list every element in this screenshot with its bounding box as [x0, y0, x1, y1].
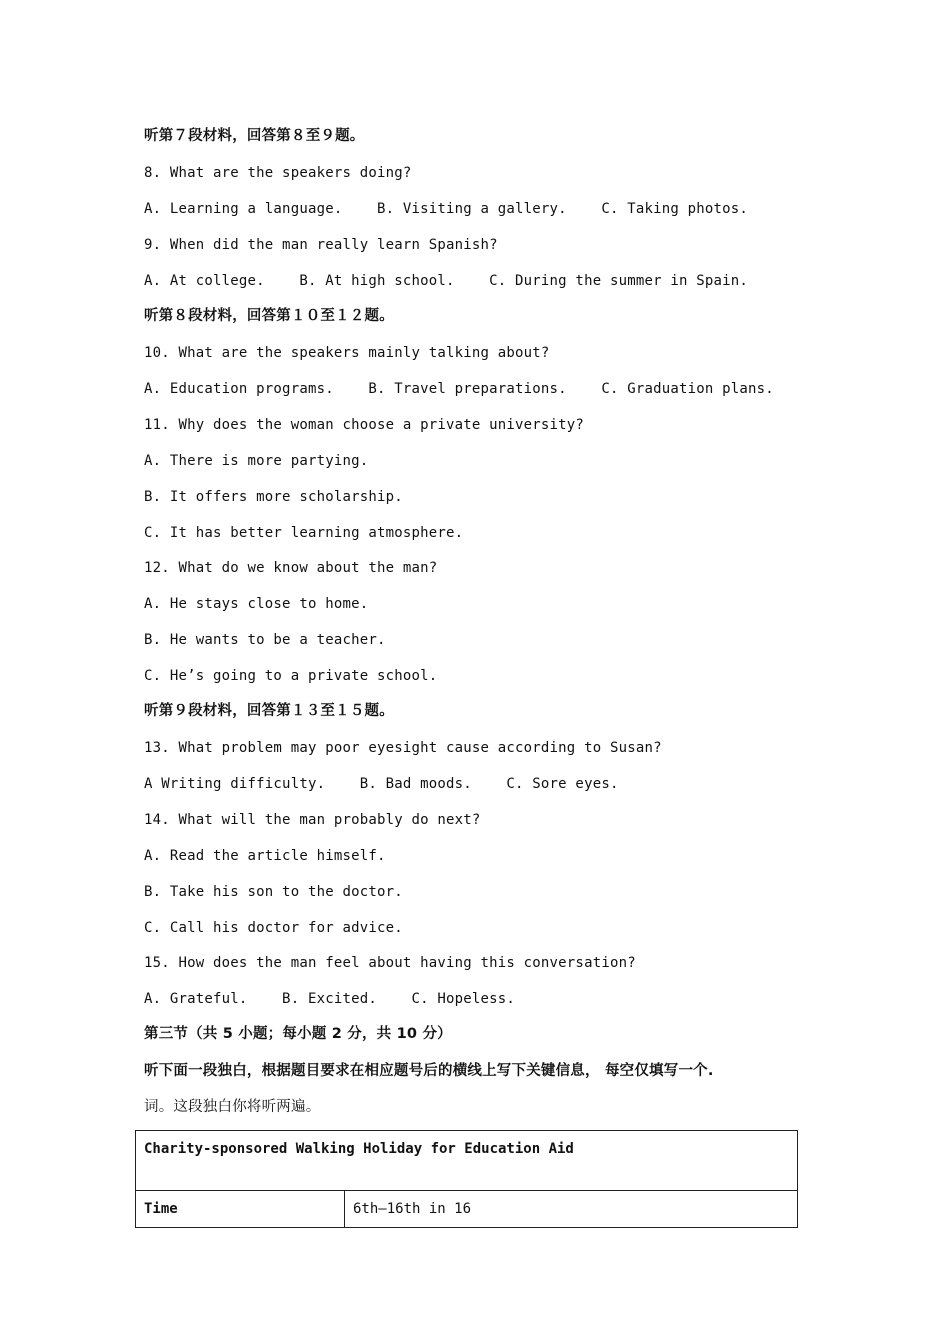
question-13-options: A Writing difficulty. B. Bad moods. C. Sore eyes. [144, 776, 619, 792]
question-14-option-c: C. Call his doctor for advice. [144, 920, 403, 936]
part-3-instruction-line-2: 词。这段独白你将听两遍。 [144, 1099, 321, 1115]
part-3-heading: 第三节（共 5 小题；每小题 2 分，共 10 分） [144, 1026, 452, 1042]
question-9: 9. When did the man really learn Spanish? [144, 237, 498, 253]
question-12-option-c: C. He’s going to a private school. [144, 668, 438, 684]
question-10: 10. What are the speakers mainly talking about? [144, 345, 550, 361]
question-11-option-a: A. There is more partying. [144, 453, 369, 469]
table-row-value: 6th—16th in 16 [345, 1191, 798, 1228]
question-14: 14. What will the man probably do next? [144, 812, 481, 828]
question-13: 13. What problem may poor eyesight cause according to Susan? [144, 740, 662, 756]
section-8-heading: 听第８段材料，回答第１０至１２题。 [144, 308, 394, 324]
section-9-heading: 听第９段材料，回答第１３至１５题。 [144, 703, 394, 719]
question-12-option-b: B. He wants to be a teacher. [144, 632, 386, 648]
question-14-option-b: B. Take his son to the doctor. [144, 884, 403, 900]
question-15: 15. How does the man feel about having this conversation? [144, 955, 636, 971]
question-11-option-b: B. It offers more scholarship. [144, 489, 403, 505]
table-row-label: Time [136, 1191, 345, 1228]
table-row [136, 1191, 798, 1228]
question-12-option-a: A. He stays close to home. [144, 596, 369, 612]
question-11-option-c: C. It has better learning atmosphere. [144, 525, 464, 541]
question-14-option-a: A. Read the article himself. [144, 848, 386, 864]
question-8-options: A. Learning a language. B. Visiting a gallery. C. Taking photos. [144, 201, 749, 217]
table-title-row [136, 1131, 798, 1191]
part-3-instruction-line-1: 听下面一段独白，根据题目要求在相应题号后的横线上写下关键信息， 每空仅填写一个. [144, 1063, 714, 1079]
question-10-options: A. Education programs. B. Travel preparations. C. Graduation plans. [144, 381, 774, 397]
question-15-options: A. Grateful. B. Excited. C. Hopeless. [144, 991, 516, 1007]
information-table [135, 1130, 798, 1228]
question-11: 11. Why does the woman choose a private university? [144, 417, 585, 433]
question-12: 12. What do we know about the man? [144, 560, 438, 576]
table-title: Charity-sponsored Walking Holiday for Education Aid [136, 1131, 798, 1191]
question-8: 8. What are the speakers doing? [144, 165, 412, 181]
question-9-options: A. At college. B. At high school. C. During the summer in Spain. [144, 273, 749, 289]
section-7-heading: 听第７段材料，回答第８至９题。 [144, 128, 365, 144]
